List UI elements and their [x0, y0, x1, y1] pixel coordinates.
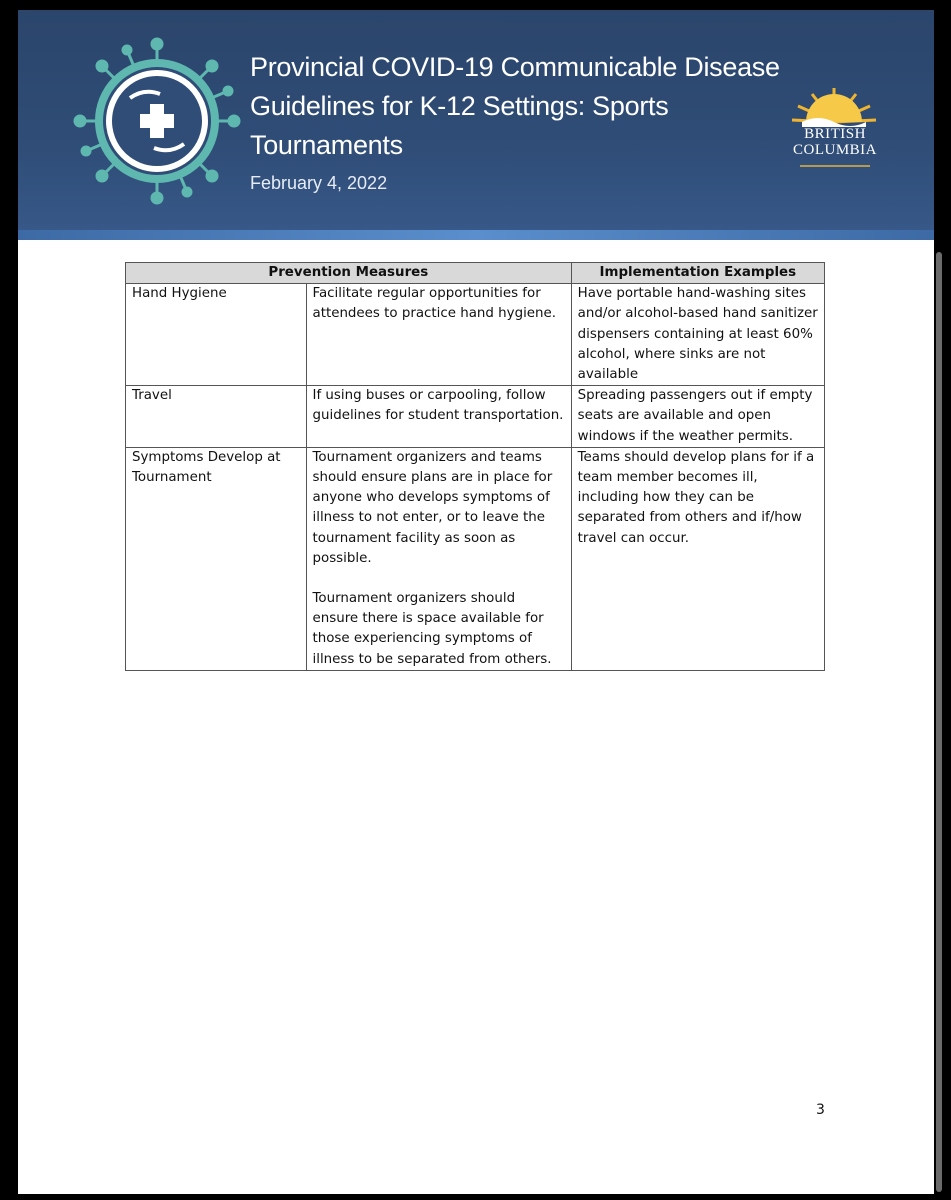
vertical-scrollbar[interactable] [936, 252, 942, 1192]
document-date: February 4, 2022 [250, 173, 388, 193]
header-stripe [18, 230, 934, 240]
measure-cell: Symptoms Develop at Tournament [126, 447, 307, 670]
table-header-row [126, 263, 825, 284]
bc-logo-line: BRITISH [804, 126, 866, 142]
bc-logo-text [784, 126, 886, 158]
example-cell: Have portable hand-washing sites and/or alcohol-based hand sanitizer dispensers containing at least 60% alcohol, where sinks are not available [571, 284, 824, 386]
table-row [126, 447, 825, 670]
details-cell [306, 447, 571, 670]
page-number: 3 [816, 1102, 825, 1118]
measure-cell: Hand Hygiene [126, 284, 307, 386]
table-row [126, 284, 825, 386]
column-header-implementation: Implementation Examples [571, 263, 824, 284]
document-page [18, 10, 934, 1194]
example-cell: Teams should develop plans for if a team member becomes ill, including how they can be separated from others and if/how travel can occur. [571, 447, 824, 670]
details-paragraph: Tournament organizers and teams should ensure plans are in place for anyone who develops symptoms of illness to not enter, or to leave the tournament facility as soon as possible. [312, 449, 553, 566]
title-line: Provincial COVID-19 Communicable Disease [250, 52, 780, 82]
details-paragraph: Tournament organizers should ensure there is space available for those experiencing symptoms of illness to be separated from others. [312, 591, 552, 667]
table-row [126, 386, 825, 448]
title-line: Guidelines for K-12 Settings: Sports [250, 91, 669, 121]
details-cell: If using buses or carpooling, follow guidelines for student transportation. [306, 386, 571, 448]
details-cell: Facilitate regular opportunities for attendees to practice hand hygiene. [306, 284, 571, 386]
column-header-prevention: Prevention Measures [126, 263, 572, 284]
header-banner [18, 10, 934, 240]
measure-cell: Travel [126, 386, 307, 448]
example-cell: Spreading passengers out if empty seats are available and open windows if the weather permits. [571, 386, 824, 448]
prevention-measures-table [125, 262, 825, 671]
bc-logo-line: COLUMBIA [792, 142, 877, 158]
bc-logo-underline [800, 165, 870, 167]
covid-guidelines-logo [72, 36, 242, 206]
title-line: Tournaments [250, 130, 403, 160]
document-title [250, 48, 810, 165]
